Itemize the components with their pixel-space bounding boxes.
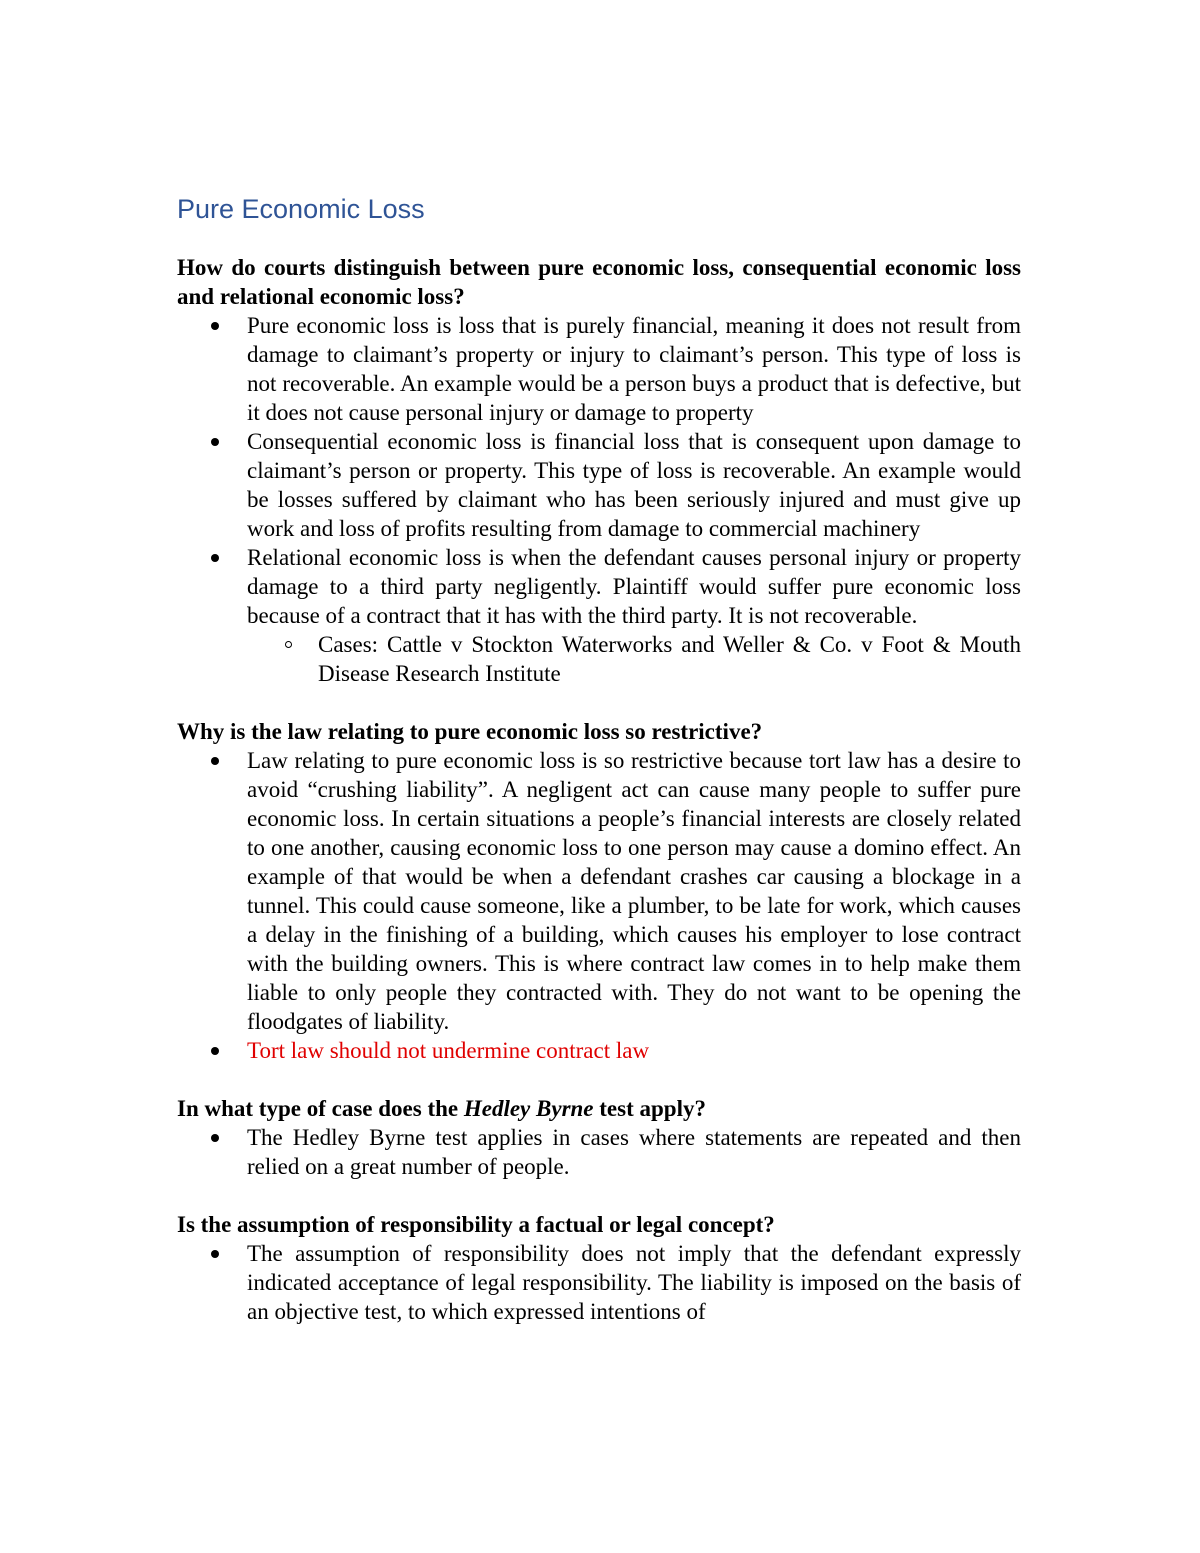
list-item-text: The assumption of responsibility does not imply that the defendant expressly indicated acceptance of legal responsibility. The liability is imposed on the basis of an objective test, to which expressed intentions of xyxy=(247,1241,1021,1324)
section-hedley-byrne xyxy=(177,1094,1021,1181)
question-heading xyxy=(177,1094,1021,1123)
bullet-icon xyxy=(211,322,219,330)
answer-list xyxy=(177,746,1021,1065)
question-heading: Why is the law relating to pure economic loss so restrictive? xyxy=(177,719,763,744)
bullet-icon xyxy=(211,554,219,562)
highlighted-text: Tort law should not undermine contract law xyxy=(247,1038,650,1063)
section-loss-types xyxy=(177,253,1021,688)
list-item-text: Consequential economic loss is financial loss that is consequent upon damage to claimant’s person or property. This type of loss is recoverable. An example would be losses suffered by claimant who has been seriously injured and must give up work and loss of profits resulting from damage to commercial machinery xyxy=(247,429,1021,541)
list-item xyxy=(177,1123,1021,1181)
list-item xyxy=(177,1239,1021,1326)
bullet-icon xyxy=(211,1047,219,1055)
answer-list xyxy=(177,1239,1021,1326)
answer-list xyxy=(177,1123,1021,1181)
question-prefix: In what type of case does the xyxy=(177,1096,464,1121)
section-assumption-responsibility xyxy=(177,1210,1021,1326)
sub-list xyxy=(247,630,1021,688)
case-name: Hedley Byrne xyxy=(463,1096,594,1121)
hollow-bullet-icon xyxy=(285,641,292,648)
list-item xyxy=(177,543,1021,688)
sub-list-item-text: Cases: Cattle v Stockton Waterworks and Weller & Co. v Foot & Mouth Disease Research Institute xyxy=(318,632,1021,686)
document-title: Pure Economic Loss xyxy=(177,194,425,224)
bullet-icon xyxy=(211,757,219,765)
bullet-icon xyxy=(211,438,219,446)
list-item-text: The Hedley Byrne test applies in cases where statements are repeated and then relied on a great number of people. xyxy=(247,1125,1021,1179)
list-item-text: Pure economic loss is loss that is purely financial, meaning it does not result from damage to claimant’s property or injury to claimant’s person. This type of loss is not recoverable. An example would be a person buys a product that is defective, but it does not cause personal injury or damage to property xyxy=(247,313,1021,425)
list-item xyxy=(177,746,1021,1036)
sub-list-item xyxy=(247,630,1021,688)
question-heading: Is the assumption of responsibility a factual or legal concept? xyxy=(177,1212,775,1237)
bullet-icon xyxy=(211,1250,219,1258)
list-item-text: Relational economic loss is when the defendant causes personal injury or property damage to a third party negligently. Plaintiff would suffer pure economic loss because of a contract that it has with the third party. It is not recoverable. xyxy=(247,545,1021,628)
bullet-icon xyxy=(211,1134,219,1142)
question-heading: How do courts distinguish between pure economic loss, consequential economic loss and relational economic loss? xyxy=(177,255,1021,309)
question-suffix: test apply? xyxy=(593,1096,706,1121)
list-item xyxy=(177,311,1021,427)
section-restrictive-law xyxy=(177,717,1021,1065)
document-body xyxy=(177,192,1021,1355)
list-item xyxy=(177,427,1021,543)
answer-list xyxy=(177,311,1021,688)
list-item-highlighted xyxy=(177,1036,1021,1065)
list-item-text: Law relating to pure economic loss is so restrictive because tort law has a desire to avoid “crushing liability”. A negligent act can cause many people to suffer pure economic loss. In certain situations a people’s financial interests are closely related to one another, causing economic loss to one person may cause a domino effect. An example of that would be when a defendant crashes car causing a blockage in a tunnel. This could cause someone, like a plumber, to be late for work, which causes a delay in the finishing of a building, which causes his employer to lose contract with the building owners. This is where contract law comes in to help make them liable to only people they contracted with. They do not want to be opening the floodgates of liability. xyxy=(247,748,1021,1034)
